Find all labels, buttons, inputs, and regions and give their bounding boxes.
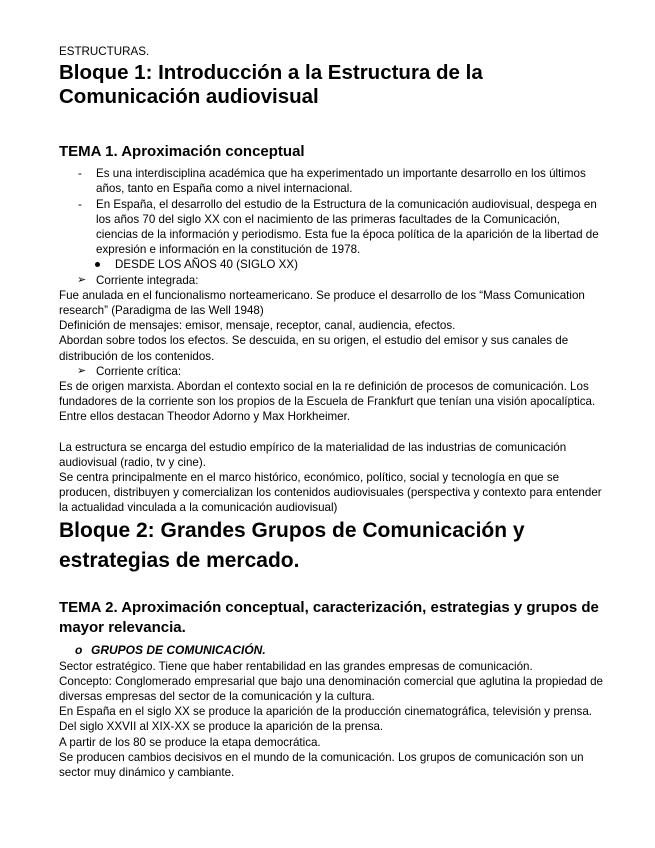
paragraph: A partir de los 80 se produce la etapa democrática. bbox=[59, 735, 321, 749]
bloque2-title bbox=[59, 516, 604, 577]
bloque2-title-line2: estrategias de mercado. bbox=[59, 549, 300, 573]
paragraph: Se producen cambios decisivos en el mundo de la comunicación. Los grupos de comunicación son un sector muy dinámico y cambiante. bbox=[59, 750, 584, 780]
bullet-dot-icon bbox=[95, 262, 100, 267]
paragraph: Concepto: Conglomerado empresarial que bajo una denominación comercial que aglutina la propiedad de diversas empresas del sector de la comunicación y la cultura. bbox=[59, 674, 603, 704]
tema2-title: TEMA 2. Aproximación conceptual, caracterización, estrategias y grupos de mayor relevancia. bbox=[59, 598, 599, 636]
arrow-bullet-icon: ➢ bbox=[77, 273, 87, 286]
list-item-text: En España, el desarrollo del estudio de la Estructura de la comunicación audiovisual, despega en los años 70 del siglo XX con el nacimiento de las primeras facultades de la Comunicación, ciencias de la información y periodismo. Esta fue la época política de la aparición de la libertad de expresión e información en la constitución de 1978. bbox=[96, 197, 599, 257]
grupos-heading: GRUPOS DE COMUNICACIÓN. bbox=[91, 642, 266, 657]
document-label: ESTRUCTURAS. bbox=[59, 45, 150, 58]
bullet-item bbox=[59, 257, 604, 272]
bloque1-title-line1: Bloque 1: Introducción a la Estructura de la bbox=[59, 61, 483, 85]
dash-marker: - bbox=[78, 167, 82, 181]
bullet-text: DESDE LOS AÑOS 40 (SIGLO XX) bbox=[115, 258, 298, 272]
bloque2-title-line1: Bloque 2: Grandes Grupos de Comunicación y bbox=[59, 518, 525, 542]
spacer bbox=[59, 425, 604, 440]
corriente-critica-label: Corriente crítica: bbox=[96, 364, 182, 378]
paragraph: En España en el siglo XX se produce la aparición de la producción cinematográfica, televisión y prensa. Del siglo XXVII al XIX-XX se produce la aparición de la prensa. bbox=[59, 705, 592, 734]
paragraph: Es de origen marxista. Abordan el contexto social en la re definición de procesos de comunicación. Los fundadores de la corriente son los propios de la Escuela de Frankfurt que tenían una visión apocalíptica. Entre ellos destacan Theodor Adorno y Max Horkheimer. bbox=[59, 380, 596, 424]
grupos-heading-item bbox=[59, 642, 604, 658]
arrow-item-integrada bbox=[59, 273, 604, 288]
bloque1-title-line2: Comunicación audiovisual bbox=[59, 85, 319, 109]
list-item bbox=[59, 197, 604, 258]
paragraph: Definición de mensajes: emisor, mensaje, receptor, canal, audiencia, efectos. bbox=[59, 319, 456, 333]
tema1-title: TEMA 1. Aproximación conceptual bbox=[59, 143, 305, 161]
tema1-dash-list bbox=[59, 166, 604, 257]
paragraph: La estructura se encarga del estudio empírico de la materialidad de las industrias de comunicación audiovisual (radio, tv y cine). bbox=[59, 440, 567, 469]
arrow-bullet-icon: ➢ bbox=[77, 364, 87, 377]
paragraph: Abordan sobre todos los efectos. Se descuida, en su origen, el estudio del emisor y sus canales de distribución de los contenidos. bbox=[59, 334, 569, 363]
list-item-text: Es una interdisciplina académica que ha experimentado un importante desarrollo en los últimos años, tanto en España como a nivel internacional. bbox=[96, 167, 586, 196]
bloque1-title bbox=[59, 61, 604, 109]
list-item bbox=[59, 166, 604, 196]
paragraph: Sector estratégico. Tiene que haber rentabilidad en las grandes empresas de comunicación. bbox=[59, 659, 533, 673]
paragraph: Se centra principalmente en el marco histórico, económico, político, social y tecnología en que se producen, distribuyen y comercializan los contenidos audiovisuales (perspectiva y contexto para entender la actualidad vinculada a la comunicación audiovisual) bbox=[59, 471, 602, 515]
arrow-item-critica bbox=[59, 364, 604, 379]
dash-marker: - bbox=[78, 197, 82, 211]
paragraph: Fue anulada en el funcionalismo norteamericano. Se produce el desarrollo de los “Mass Comunication research” (Paradigma de las Well 1948) bbox=[59, 288, 585, 318]
corriente-integrada-label: Corriente integrada: bbox=[96, 273, 199, 287]
circle-bullet-icon: o bbox=[75, 642, 83, 657]
document-page bbox=[59, 44, 604, 780]
